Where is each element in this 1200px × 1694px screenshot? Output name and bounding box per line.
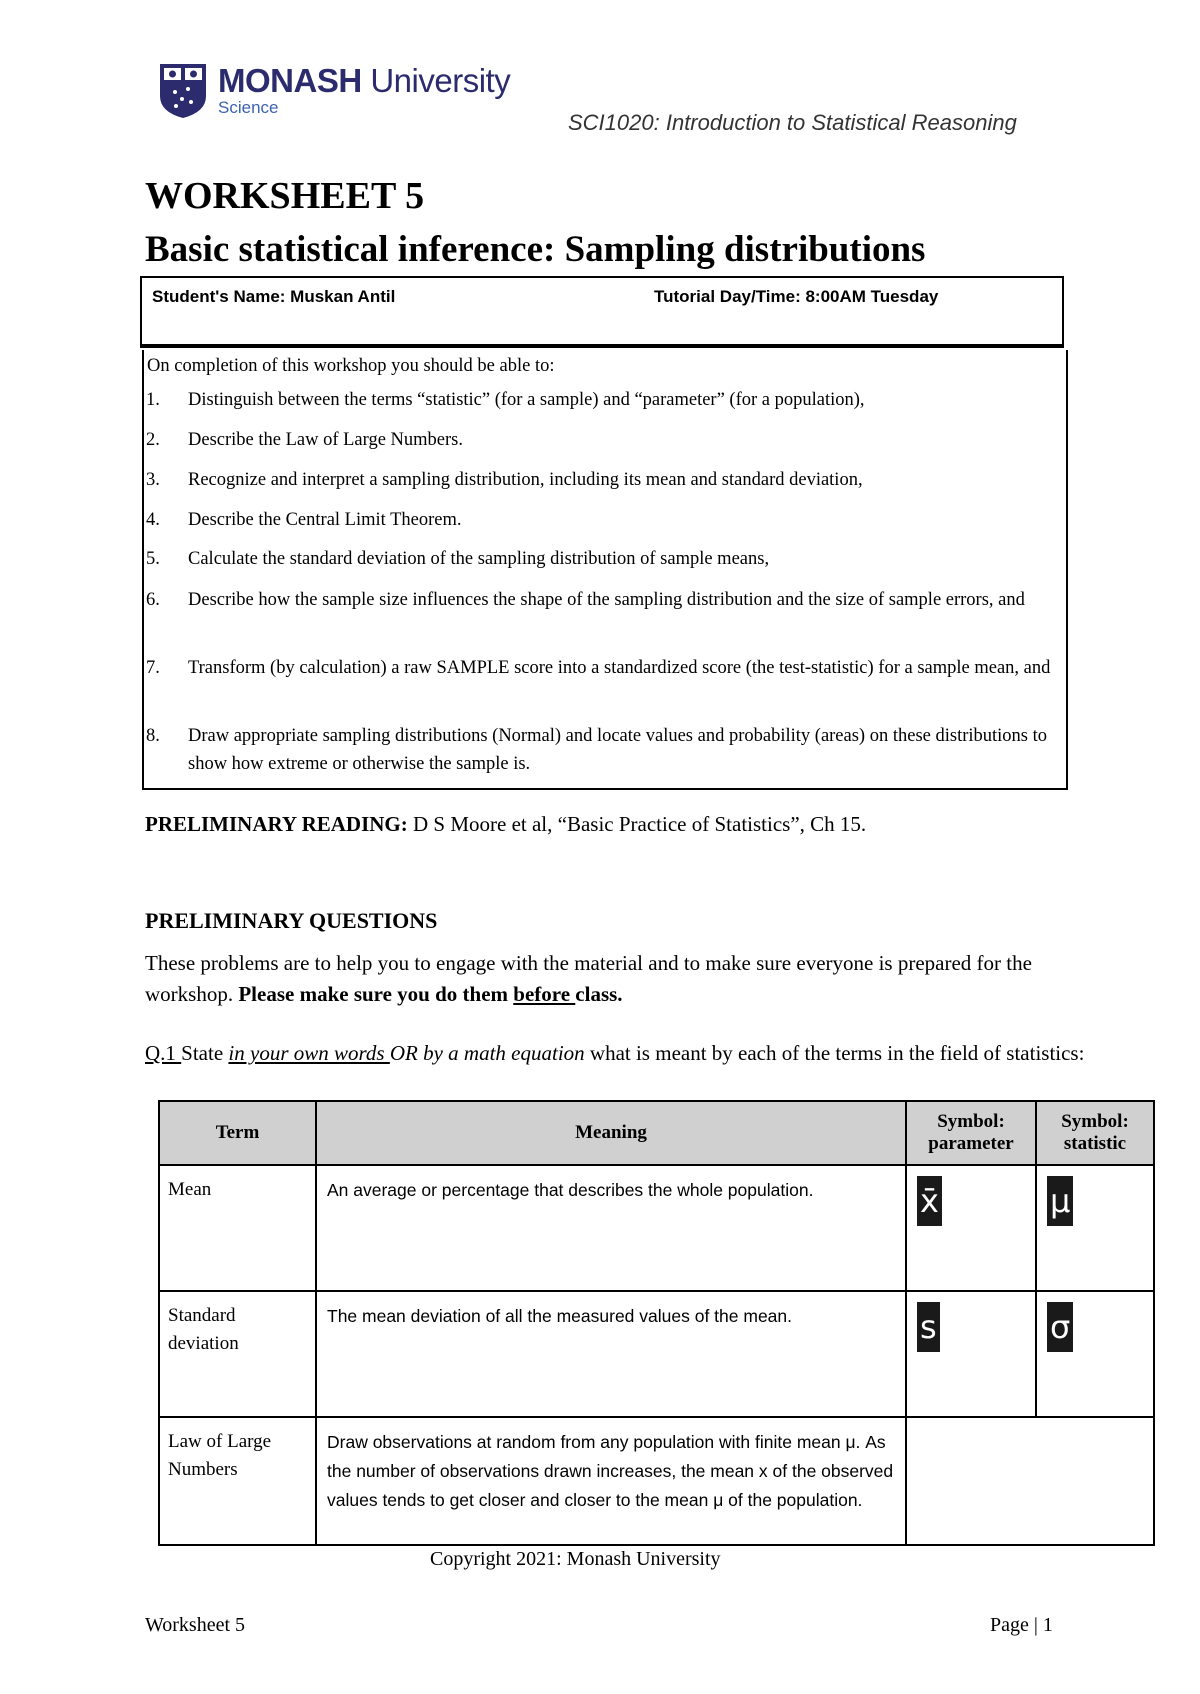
question-1-prompt: Q.1 State in your own words OR by a math equation what is meant by each of the terms in the field of statistics: xyxy=(145,1041,1085,1065)
worksheet-subtitle: Basic statistical inference: Sampling distributions xyxy=(145,229,926,270)
course-title: SCI1020: Introduction to Statistical Reasoning xyxy=(568,110,1017,135)
table-row xyxy=(159,1165,1154,1291)
objective-item: Recognize and interpret a sampling distribution, including its mean and standard deviation, xyxy=(188,470,863,490)
objective-number: 3. xyxy=(146,470,160,490)
tutorial-time: Tutorial Day/Time: 8:00AM Tuesday xyxy=(654,287,939,306)
objective-item: Describe how the sample size influences the shape of the sampling distribution and the size of sample errors, and xyxy=(188,590,1025,610)
symbol-sigma: σ xyxy=(1047,1302,1073,1352)
symbol-statistic-cell[interactable] xyxy=(1036,1291,1154,1417)
objective-number: 4. xyxy=(146,510,160,530)
term-cell: Law of Large Numbers xyxy=(159,1417,316,1545)
table-row xyxy=(159,1291,1154,1417)
objective-item: Transform (by calculation) a raw SAMPLE score into a standardized score (the test-statistic) for a sample mean, and xyxy=(188,658,1051,678)
symbol-x-bar: x̄ xyxy=(917,1176,942,1226)
objective-number: 8. xyxy=(146,726,160,746)
learning-objectives-box xyxy=(142,350,1068,790)
objective-item: Draw appropriate sampling distributions (Normal) and locate values and probability (areas) on these distributions to show how extreme or otherwise the sample is. xyxy=(188,726,1048,774)
objective-item: Describe the Central Limit Theorem. xyxy=(188,510,462,530)
preliminary-reading: PRELIMINARY READING: D S Moore et al, “Basic Practice of Statistics”, Ch 15. xyxy=(145,812,867,836)
preliminary-questions-intro: These problems are to help you to engage with the material and to make sure everyone is prepared for the workshop. Please make sure you do them before class. xyxy=(145,951,1032,1006)
monash-logo: MONASH University Science xyxy=(158,60,508,122)
objective-number: 6. xyxy=(146,590,160,610)
objective-item: Calculate the standard deviation of the sampling distribution of sample means, xyxy=(188,549,770,569)
objective-number: 5. xyxy=(146,549,160,569)
student-name: Student's Name: Muskan Antil xyxy=(152,287,396,306)
copyright-notice: Copyright 2021: Monash University xyxy=(430,1548,721,1570)
preliminary-questions-heading: PRELIMINARY QUESTIONS xyxy=(145,908,438,933)
question-label: Q.1 xyxy=(145,1041,182,1065)
footer-page-number: Page | 1 xyxy=(990,1614,1053,1636)
monash-crest-icon xyxy=(158,62,208,120)
objectives-intro: On completion of this workshop you should be able to: xyxy=(147,356,555,376)
header-term: Term xyxy=(159,1101,316,1165)
objective-item: Describe the Law of Large Numbers. xyxy=(188,430,463,450)
header-symbol-statistic: Symbol: statistic xyxy=(1036,1101,1154,1165)
worksheet-title: WORKSHEET 5 xyxy=(145,175,425,217)
symbol-parameter-cell[interactable] xyxy=(906,1165,1036,1291)
empty-symbol-cell[interactable] xyxy=(906,1417,1154,1545)
symbol-mu: μ xyxy=(1047,1176,1073,1226)
table-header-row xyxy=(159,1101,1154,1165)
student-info-box xyxy=(140,276,1064,348)
header-symbol-parameter: Symbol: parameter xyxy=(906,1101,1036,1165)
term-cell: Standard deviation xyxy=(159,1291,316,1417)
header-meaning: Meaning xyxy=(316,1101,906,1165)
objective-number: 2. xyxy=(146,430,160,450)
objective-number: 1. xyxy=(146,390,160,410)
symbol-s: s xyxy=(917,1302,940,1352)
objective-item: Distinguish between the terms “statistic” (for a sample) and “parameter” (for a population), xyxy=(188,390,865,410)
terms-table xyxy=(158,1100,1153,1546)
footer-worksheet-label: Worksheet 5 xyxy=(145,1614,246,1636)
objective-number: 7. xyxy=(146,658,160,678)
meaning-cell[interactable]: An average or percentage that describes the whole population. xyxy=(316,1165,906,1291)
symbol-statistic-cell[interactable] xyxy=(1036,1165,1154,1291)
meaning-cell[interactable]: Draw observations at random from any population with finite mean μ. As the number of observations drawn increases, the mean x of the observed values tends to get closer and closer to the mean μ of the population. xyxy=(316,1417,906,1545)
symbol-parameter-cell[interactable] xyxy=(906,1291,1036,1417)
term-cell: Mean xyxy=(159,1165,316,1291)
meaning-cell[interactable]: The mean deviation of all the measured values of the mean. xyxy=(316,1291,906,1417)
table-row xyxy=(159,1417,1154,1545)
